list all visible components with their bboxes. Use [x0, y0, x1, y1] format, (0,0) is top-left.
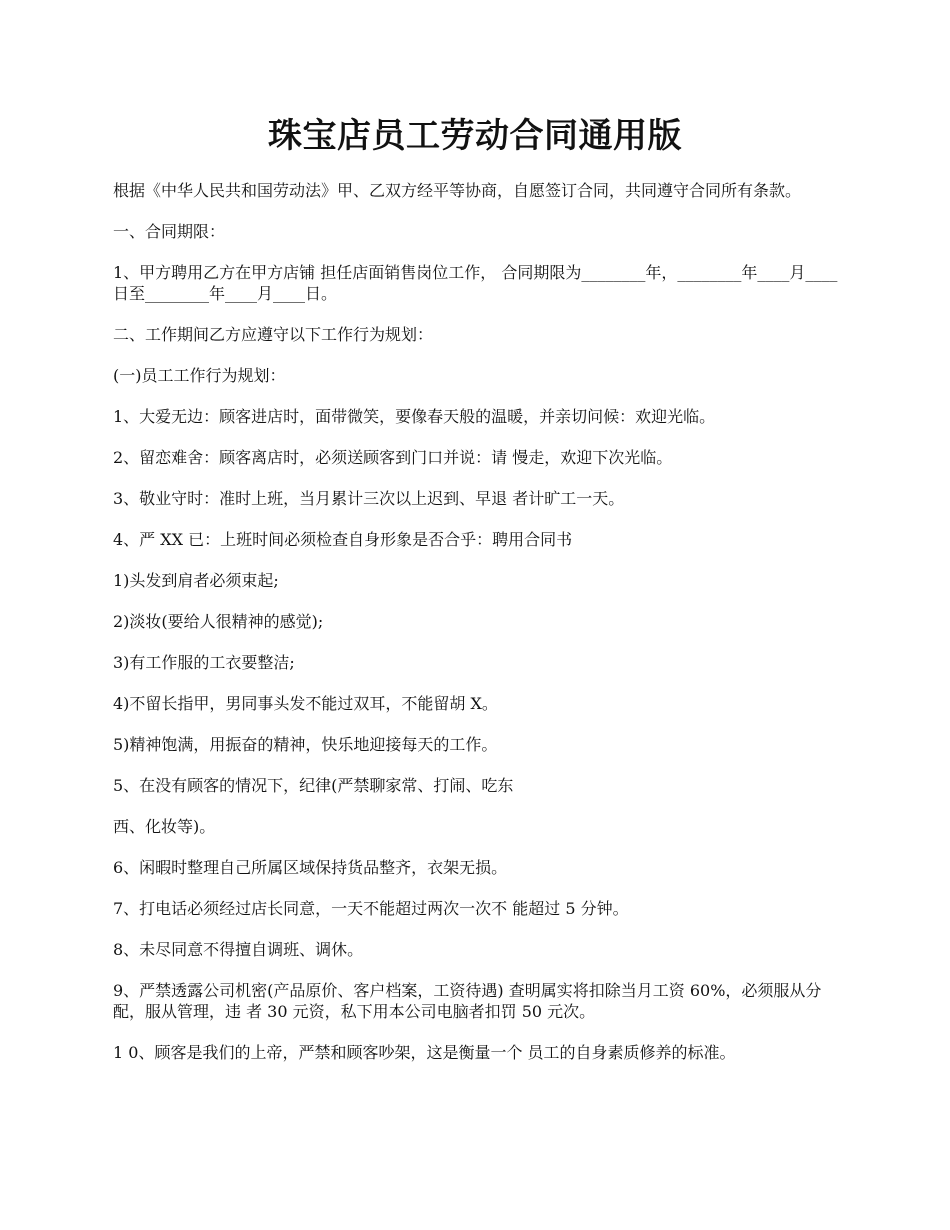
contract-term-paragraph: 1、甲方聘用乙方在甲方店铺 担任店面销售岗位工作， 合同期限为________年，________年____月____日至________年____月____日。 [113, 263, 838, 303]
section-heading-contract-term: 一、合同期限： [113, 222, 226, 241]
rule-item: 9、严禁透露公司机密(产品原价、客户档案，工资待遇) 查明属实将扣除当月工资 60%，必须服从分配，服从管理，违 者 30 元资，私下用本公司电脑者扣罚 50 元次。 [113, 981, 822, 1021]
rule-item: 2、留恋难舍：顾客离店时，必须送顾客到门口并说：请 慢走，欢迎下次光临。 [113, 448, 673, 467]
rule-item-continuation: 西、化妆等)。 [113, 817, 216, 836]
document-body [113, 180, 839, 1083]
rule-item: 7、打电话必须经过店长同意，一天不能超过两次一次不 能超过 5 分钟。 [113, 899, 629, 918]
appearance-item: 3)有工作服的工衣要整洁; [113, 653, 295, 672]
appearance-item: 2)淡妆(要给人很精神的感觉); [113, 612, 324, 631]
rule-item: 1、大爱无边：顾客进店时，面带微笑，要像春天般的温暖，并亲切问候：欢迎光临。 [113, 407, 716, 426]
appearance-item: 1)头发到肩者必须束起; [113, 571, 279, 590]
appearance-item: 4)不留长指甲，男同事头发不能过双耳，不能留胡 X。 [113, 694, 498, 713]
rule-item: 5、在没有顾客的情况下，纪律(严禁聊家常、打闹、吃东 [113, 776, 514, 795]
rule-item: 6、闲暇时整理自己所属区域保持货品整齐，衣架无损。 [113, 858, 508, 877]
subsection-heading-conduct: (一)员工工作行为规划： [113, 366, 286, 385]
document-title: 珠宝店员工劳动合同通用版 [268, 116, 682, 156]
section-heading-work-rules: 二、工作期间乙方应遵守以下工作行为规划： [113, 325, 434, 344]
rule-item: 3、敬业守时：准时上班，当月累计三次以上迟到、早退 者计旷工一天。 [113, 489, 625, 508]
rule-item: 1 0、顾客是我们的上帝，严禁和顾客吵架，这是衡量一个 员工的自身素质修养的标准。 [113, 1043, 736, 1062]
rule-item: 4、严 XX 已：上班时间必须检查自身形象是否合乎：聘用合同书 [113, 530, 573, 549]
appearance-item: 5)精神饱满，用振奋的精神，快乐地迎接每天的工作。 [113, 735, 498, 754]
preamble-paragraph: 根据《中华人民共和国劳动法》甲、乙双方经平等协商，自愿签订合同，共同遵守合同所有条款。 [113, 181, 802, 200]
rule-item: 8、未尽同意不得擅自调班、调休。 [113, 940, 364, 959]
